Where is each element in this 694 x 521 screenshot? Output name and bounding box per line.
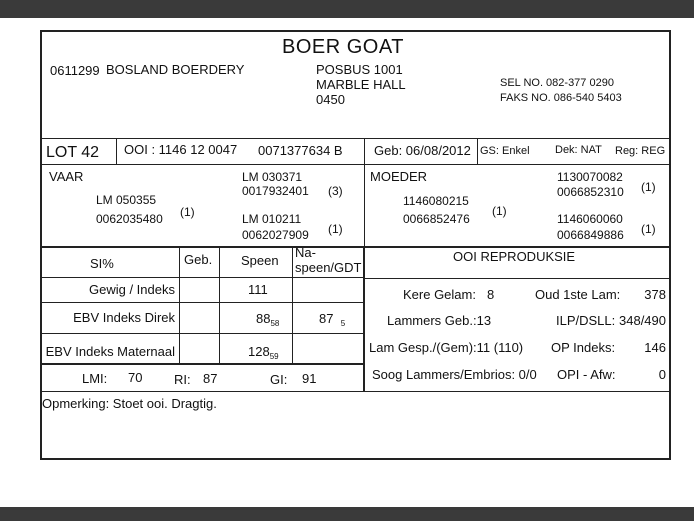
registration: Reg: REG <box>615 145 666 157</box>
speen-value: 128 <box>248 344 270 359</box>
dam-code: 0066852476 <box>403 212 470 226</box>
naspeen-subscript: 5 <box>340 319 346 328</box>
lammers-geb: Lammers Geb.:13 <box>387 313 492 328</box>
remark-line <box>40 391 671 392</box>
birth-status: GS: Enkel <box>480 145 530 157</box>
si-header: SI% <box>90 256 114 271</box>
si-table-top <box>40 246 671 248</box>
kere-gelam-label: Kere Gelam: <box>403 287 476 302</box>
si-row2-bottom <box>40 333 364 334</box>
ilp-label: ILP/DSLL: <box>556 313 616 328</box>
table-row-speen: 111 <box>248 282 268 297</box>
dam-count: (1) <box>492 204 507 218</box>
table-row-speen <box>256 312 279 331</box>
address-line1: POSBUS 1001 <box>316 62 403 77</box>
op-label: OP Indeks: <box>551 340 616 355</box>
opi-label: OPI - Afw: <box>557 367 616 382</box>
frame-top <box>40 30 671 32</box>
address-line3: 0450 <box>316 92 345 107</box>
gi-label: GI: <box>270 372 288 387</box>
remark: Opmerking: Stoet ooi. Dragtig. <box>42 396 217 411</box>
granddam2-id: 1146060060 <box>557 212 623 226</box>
lmi-label: LMI: <box>82 371 108 386</box>
si-table-bottom <box>40 363 364 365</box>
lot-row-top <box>40 138 671 139</box>
speen-subscript: 59 <box>269 352 279 361</box>
naspeen-header-a: Na- <box>295 245 316 260</box>
address-line2: MARBLE HALL <box>316 77 406 92</box>
top-bar <box>0 0 694 18</box>
lot-row-bottom <box>40 164 671 165</box>
ri-label: RI: <box>174 372 191 387</box>
lot-divider-1 <box>116 138 117 165</box>
table-row-label: Gewig / Indeks <box>89 282 175 297</box>
granddam1-id: 1130070082 <box>557 170 623 184</box>
ewe-id: OOI : 1146 12 0047 <box>124 142 238 157</box>
si-col-4 <box>363 247 365 392</box>
lot-number: LOT 42 <box>46 144 100 161</box>
granddam2-count: (1) <box>641 222 656 236</box>
dam-id: 1146080215 <box>403 194 469 208</box>
lam-gesp: Lam Gesp./(Gem):11 (110) <box>369 340 524 355</box>
pedigree-divider <box>364 165 365 248</box>
fax-number: FAKS NO. 086-540 5403 <box>500 92 622 104</box>
granddam1-count: (1) <box>641 180 656 194</box>
breeder-name: BOSLAND BOERDERY <box>106 62 245 77</box>
si-col-2 <box>219 247 220 364</box>
si-row1-bottom <box>40 302 364 303</box>
mating-type: Dek: NAT <box>555 144 602 156</box>
table-row-naspeen <box>319 312 345 331</box>
speen-value: 88 <box>256 311 271 326</box>
sale-card <box>0 18 694 507</box>
grandsire1-count: (3) <box>328 184 343 198</box>
geb-header: Geb. <box>184 252 213 267</box>
kere-gelam-value: 8 <box>487 287 495 302</box>
ilp-value: 348/490 <box>619 313 666 328</box>
ri-value: 87 <box>203 371 218 386</box>
table-row-label: EBV Indeks Direk <box>73 310 175 325</box>
grandsire1-id: LM 030371 <box>242 170 303 184</box>
speen-subscript: 58 <box>270 319 280 328</box>
page-title: BOER GOAT <box>282 36 404 58</box>
tel-number: SEL NO. 082-377 0290 <box>500 77 614 89</box>
ewe-code: 0071377634 B <box>258 143 343 158</box>
birth-date: Geb: 06/08/2012 <box>374 143 471 158</box>
soog-lammers: Soog Lammers/Embrios: 0/0 <box>372 367 537 382</box>
repro-title: OOI REPRODUKSIE <box>453 249 576 264</box>
opi-value: 0 <box>658 367 666 382</box>
op-value: 146 <box>644 340 666 355</box>
oud-label: Oud 1ste Lam: <box>535 287 621 302</box>
si-col-3 <box>292 247 293 364</box>
repro-row-line <box>364 278 671 279</box>
grandsire2-count: (1) <box>328 222 343 236</box>
speen-header: Speen <box>241 253 279 268</box>
dam-label: MOEDER <box>370 169 428 184</box>
granddam2-code: 0066849886 <box>557 228 624 242</box>
grandsire1-code: 0017932401 <box>242 184 309 198</box>
table-row-speen <box>248 345 279 364</box>
naspeen-value: 87 <box>319 311 334 326</box>
breeder-id: 0611299 <box>50 63 100 78</box>
sire-id: LM 050355 <box>96 193 157 207</box>
gi-value: 91 <box>302 371 317 386</box>
lmi-value: 70 <box>128 370 143 385</box>
lot-divider-2 <box>364 138 365 165</box>
table-row-label: EBV Indeks Maternaal <box>45 344 175 359</box>
sire-code: 0062035480 <box>96 212 163 226</box>
oud-value: 378 <box>644 287 666 302</box>
granddam1-code: 0066852310 <box>557 185 624 199</box>
sire-label: VAAR <box>49 169 84 184</box>
grandsire2-id: LM 010211 <box>242 212 302 226</box>
lot-divider-3 <box>477 138 478 165</box>
frame-bottom <box>40 458 671 460</box>
naspeen-header-b: speen/GDT <box>295 260 362 275</box>
frame-right <box>669 30 671 460</box>
sire-count: (1) <box>180 205 195 219</box>
grandsire2-code: 0062027909 <box>242 228 309 242</box>
bottom-bar <box>0 507 694 521</box>
si-header-bottom <box>40 277 364 278</box>
si-col-1 <box>179 247 180 364</box>
